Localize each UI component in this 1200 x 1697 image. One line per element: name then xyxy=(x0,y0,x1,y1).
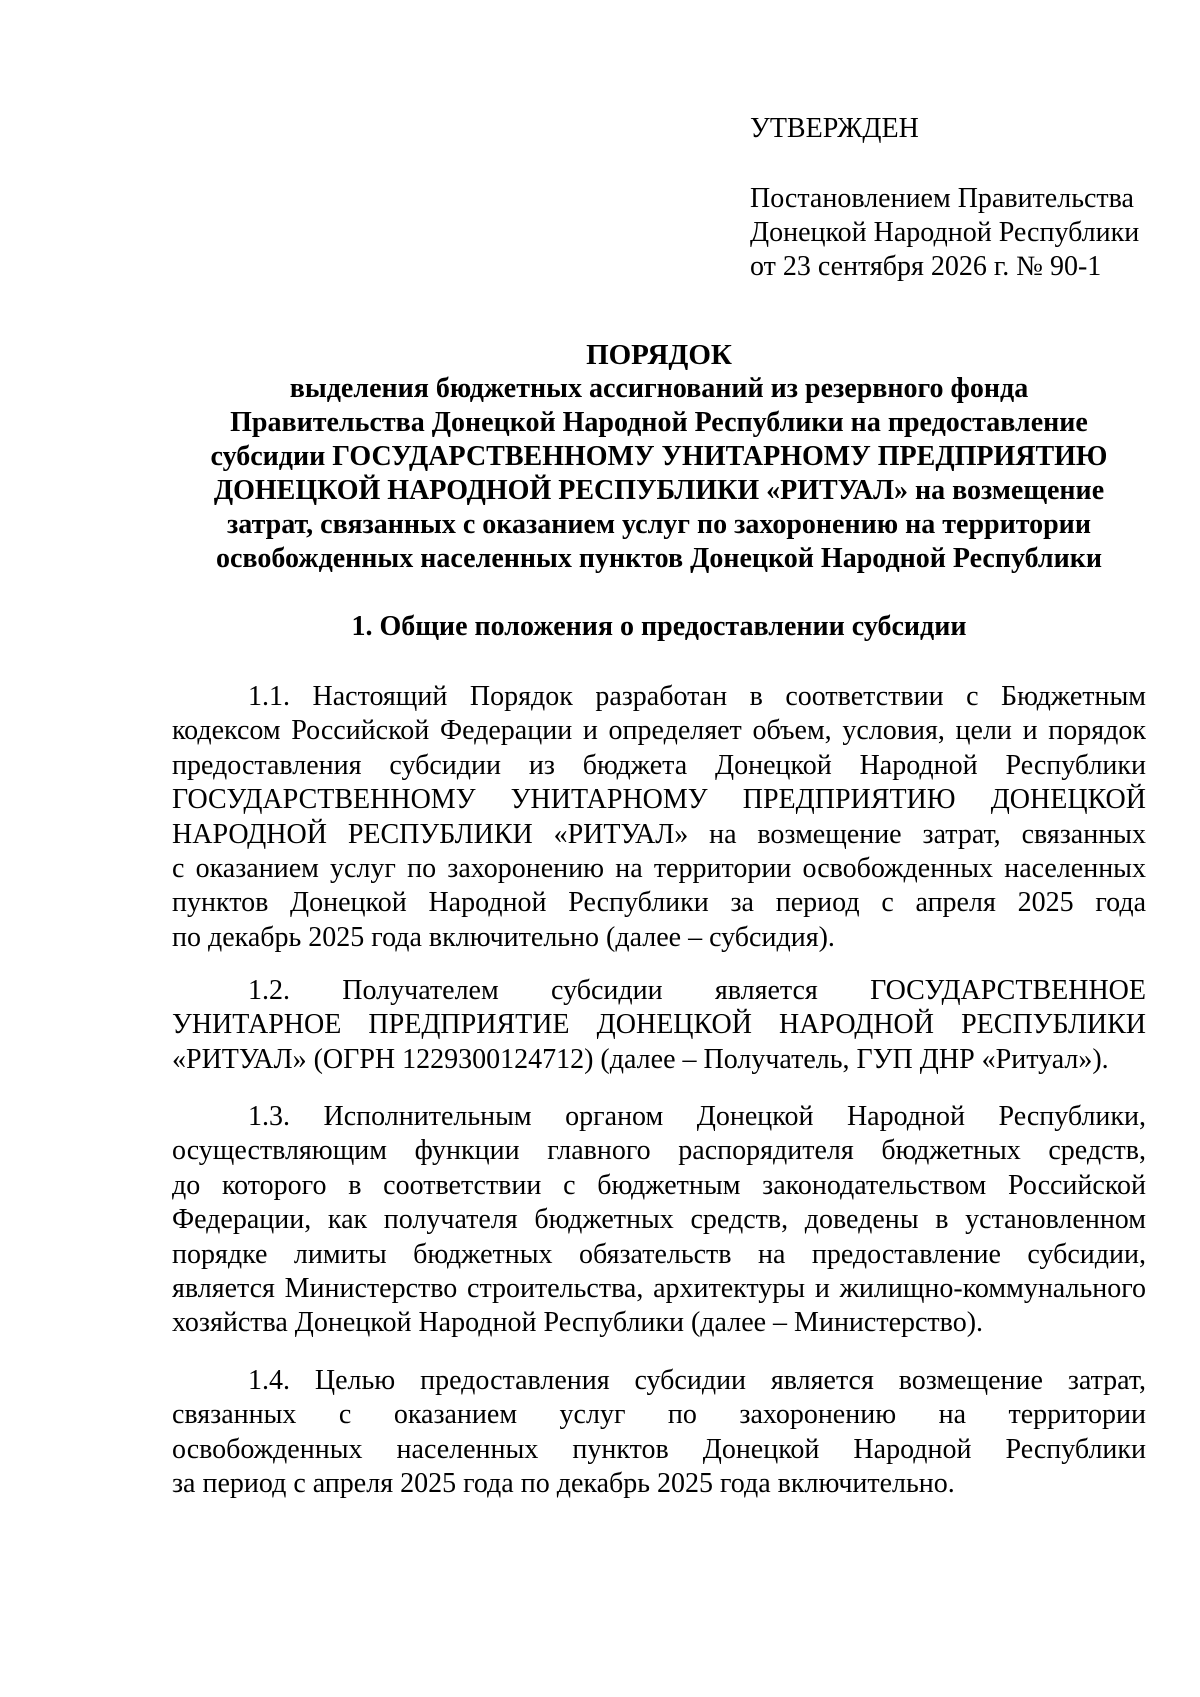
approval-stamp xyxy=(750,112,1139,284)
paragraph-line: хозяйства Донецкой Народной Республики (далее – Министерство). xyxy=(172,1307,984,1339)
paragraph-line: предоставления субсидии из бюджета Донецкой Народной Республики xyxy=(172,749,1146,781)
document-title-line: затрат, связанных с оказанием услуг по захоронению на территории xyxy=(227,509,1091,540)
paragraph-line: кодексом Российской Федерации и определяет объем, условия, цели и порядок xyxy=(172,715,1146,747)
paragraph-1-3 xyxy=(172,1100,1146,1341)
paragraph-line: «РИТУАЛ» (ОГРН 1229300124712) (далее – Получатель, ГУП ДНР «Ритуал»). xyxy=(172,1043,1109,1075)
paragraph-line: за период с апреля 2025 года по декабрь 2025 года включительно. xyxy=(172,1468,955,1500)
approval-line: Донецкой Народной Республики xyxy=(750,217,1140,248)
paragraph-1-1 xyxy=(172,680,1146,955)
document-title-line: ДОНЕЦКОЙ НАРОДНОЙ РЕСПУБЛИКИ «РИТУАЛ» на возмещение xyxy=(213,475,1105,506)
paragraph-line: является Министерство строительства, архитектуры и жилищно-коммунального xyxy=(172,1273,1146,1305)
document-title-line: освобожденных населенных пунктов Донецкой Народной Республики xyxy=(215,543,1103,574)
paragraph-line: 1.2. Получателем субсидии является ГОСУДАРСТВЕННОЕ xyxy=(248,975,1146,1006)
paragraph-line: связанных с оказанием услуг по захоронению на территории xyxy=(172,1399,1146,1431)
document-title-line: субсидии ГОСУДАРСТВЕННОМУ УНИТАРНОМУ ПРЕДПРИЯТИЮ xyxy=(210,441,1108,472)
paragraph-line: до которого в соответствии с бюджетным законодательством Российской xyxy=(172,1169,1146,1201)
paragraph-line: НАРОДНОЙ РЕСПУБЛИКИ «РИТУАЛ» на возмещение затрат, связанных xyxy=(172,818,1146,850)
paragraph-1-2 xyxy=(172,974,1146,1077)
paragraph-line: 1.3. Исполнительным органом Донецкой Народной Республики, xyxy=(248,1101,1146,1132)
document-title xyxy=(172,338,1146,576)
paragraph-line: пунктов Донецкой Народной Республики за период с апреля 2025 года xyxy=(172,887,1146,919)
paragraph-line: 1.1. Настоящий Порядок разработан в соответствии с Бюджетным xyxy=(248,681,1146,712)
section-heading: 1. Общие положения о предоставлении субсидии xyxy=(351,611,967,642)
paragraph-line: ГОСУДАРСТВЕННОМУ УНИТАРНОМУ ПРЕДПРИЯТИЮ ДОНЕЦКОЙ xyxy=(172,784,1146,816)
document-title-head: ПОРЯДОК xyxy=(586,339,732,371)
paragraph-line: 1.4. Целью предоставления субсидии является возмещение затрат, xyxy=(248,1365,1146,1396)
approval-line: от 23 сентября 2026 г. № 90-1 xyxy=(750,251,1102,282)
paragraph-line: по декабрь 2025 года включительно (далее – субсидия). xyxy=(172,921,835,953)
approval-line: Постановлением Правительства xyxy=(750,183,1134,214)
document-title-line: Правительства Донецкой Народной Республики на предоставление xyxy=(230,407,1088,438)
paragraph-line: осуществляющим функции главного распорядителя бюджетных средств, xyxy=(172,1135,1146,1167)
paragraph-line: порядке лимиты бюджетных обязательств на предоставление субсидии, xyxy=(172,1238,1146,1270)
paragraph-line: с оказанием услуг по захоронению на территории освобожденных населенных xyxy=(172,853,1146,885)
paragraph-1-4 xyxy=(172,1364,1146,1502)
approval-title: УТВЕРЖДЕН xyxy=(750,113,919,144)
paragraph-line: освобожденных населенных пунктов Донецкой Народной Республики xyxy=(172,1433,1146,1465)
paragraph-line: Федерации, как получателя бюджетных средств, доведены в установленном xyxy=(172,1204,1146,1236)
paragraph-line: УНИТАРНОЕ ПРЕДПРИЯТИЕ ДОНЕЦКОЙ НАРОДНОЙ РЕСПУБЛИКИ xyxy=(172,1009,1146,1041)
document-title-line: выделения бюджетных ассигнований из резервного фонда xyxy=(289,373,1029,404)
